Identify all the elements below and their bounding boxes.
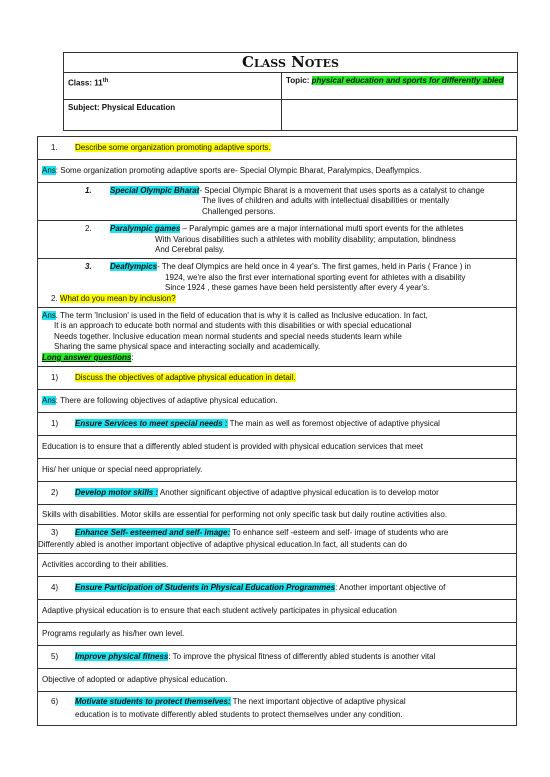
q1-item-1-title: Special Olympic Bharat <box>110 186 200 195</box>
q1-answer-row <box>38 160 516 183</box>
q1-item-2 <box>38 221 516 259</box>
q2-line-2: It is an approach to educate both normal and students with this disabilities or with special educational <box>54 321 412 331</box>
objective-6-row <box>38 692 516 725</box>
q2-answer-row <box>38 308 516 367</box>
objective-2-line-1: Another significant objective of adaptive physical education is to develop motor <box>158 488 439 498</box>
subject-empty-cell <box>282 100 517 130</box>
objective-1-row <box>38 413 516 436</box>
q2-number: 2. <box>51 293 58 303</box>
objective-3-line-1: To enhance self -esteem and self- image of students who are <box>230 527 449 537</box>
objective-3-number: 3) <box>51 527 59 537</box>
q1-item-2-line-3: And Cerebral palsy. <box>155 245 225 255</box>
objective-4-line-2: Adaptive physical education is to ensure that each student actively participates in physical education <box>38 600 516 623</box>
objective-4-line-1: : Another important objective of <box>335 583 446 593</box>
q2-line-1: . The term 'Inclusion' is used in the field of education that is why it is called as Inclusive education. In fact, <box>55 311 428 321</box>
objective-4-row <box>38 577 516 600</box>
q1-item-3 <box>38 259 516 308</box>
objective-3-title: Enhance Self- esteemed and self- image: <box>75 527 231 537</box>
long-heading-colon: : <box>131 352 134 362</box>
objective-5-title: Improve physical fitness <box>75 652 169 662</box>
long-heading: Long answer questions <box>42 352 132 362</box>
topic-cell <box>282 73 517 99</box>
objective-4-title: Ensure Participation of Students in Physical Education Programmes <box>75 583 336 593</box>
objective-1-line-3: His/ her unique or special need appropriately. <box>38 459 516 482</box>
q1-item-2-line-1: – Paralympic games are a major international multi sport events for the athletes <box>180 224 464 234</box>
q1-item-2-number: 2. <box>85 224 92 234</box>
header-row-subject <box>64 100 517 130</box>
q1-item-3-number: 3. <box>85 262 92 272</box>
objective-6-line-2: education is to motivate differently abled students to protect themselves under any condition. <box>75 709 403 719</box>
q2-ans-label: Ans <box>42 311 56 321</box>
q1-item-1-line-2: The lives of children and adults with intellectual disabilities or mentally <box>202 196 450 206</box>
q1-item-1-line-3: Challenged persons. <box>202 206 276 216</box>
q2-line-4: Sharing the same physical space and interacting socially and academically. <box>54 342 321 352</box>
objective-6-title: Motivate students to protect themselves: <box>75 697 231 707</box>
long-ans-label: Ans <box>42 396 56 406</box>
objective-3-line-2: Differently abled is another important objective of adaptive physical education.In fact, all students can do <box>38 539 407 549</box>
q2-line-3: Needs together. Inclusive education mean normal students and special needs students learn while <box>54 331 402 341</box>
topic-value: physical education and sports for differently abled <box>311 76 504 85</box>
class-cell <box>64 73 282 99</box>
objective-4-number: 4) <box>51 583 59 593</box>
objective-1-title: Ensure Services to meet special needs : <box>75 419 228 429</box>
objective-5-number: 5) <box>51 652 59 662</box>
objective-3-row <box>38 525 516 555</box>
objective-5-row <box>38 646 516 669</box>
q1-answer: : Some organization promoting adaptive sports are- Special Olympic Bharat, Paralympics, Deaflympics. <box>55 166 422 175</box>
objective-6-number: 6) <box>51 697 59 707</box>
class-notes-header <box>63 52 518 131</box>
objective-4-line-3: Programs regularly as his/her own level. <box>38 623 516 646</box>
q1-item-3-line-1: - The deaf Olympics are held once in 4 year's. The first games, held in Paris ( France ) in <box>157 262 471 272</box>
q1-item-3-line-3: Since 1924 , these games have been held persistently after every 4 year's. <box>165 283 430 293</box>
q1-number: 1. <box>51 143 58 152</box>
subject-cell: Subject: Physical Education <box>64 100 282 130</box>
topic-label: Topic: <box>286 76 312 85</box>
notes-content <box>37 136 517 726</box>
objective-2-line-2: Skills with disabilities. Motor skills are essential for performing not only specific task but daily routine activities also. <box>38 505 516 524</box>
q2-question: What do you mean by inclusion? <box>59 293 176 303</box>
objective-5-line-1: : To improve the physical fitness of differently abled students is another vital <box>168 652 436 662</box>
q1-item-1-line-1: - Special Olympic Bharat is a movement that uses sports as a catalyst to change <box>199 186 485 195</box>
objective-2-number: 2) <box>51 488 59 498</box>
class-sup: th <box>102 78 109 84</box>
q1-item-2-line-2: With Various disabilities such a athletes with mobility disability; amputation, blindness <box>155 234 456 244</box>
q2-question-line <box>51 294 512 304</box>
objective-1-line-2: Education is to ensure that a differently abled student is provided with physical education services that meet <box>38 436 516 459</box>
q1-item-3-line-2: 1924, we're also the first ever international sporting event for athletes with a disability <box>165 272 466 282</box>
long-question-row <box>38 367 516 390</box>
long-question-number: 1) <box>51 373 59 383</box>
long-answer-row <box>38 390 516 413</box>
long-heading-line <box>38 353 516 363</box>
q1-item-1-number: 1. <box>85 186 92 195</box>
q1-item-1 <box>38 183 516 221</box>
objective-2-title: Develop motor skills : <box>75 488 159 498</box>
objective-2-row <box>38 482 516 505</box>
objective-1-line-1: The main as well as foremost objective of adaptive physical <box>227 419 440 429</box>
objective-1-number: 1) <box>51 419 59 429</box>
q1-question-row <box>38 137 516 160</box>
q1-item-2-title: Paralympic games <box>110 224 181 234</box>
objective-6-line-1: The next important objective of adaptive physical <box>230 697 406 707</box>
q1-item-3-title: Deaflympics <box>110 262 158 272</box>
class-label: Class: 11 <box>68 78 103 88</box>
q1-question: Describe some organization promoting adaptive sports. <box>75 143 271 152</box>
objective-5-line-2: Objective of adopted or adaptive physical education. <box>38 669 516 692</box>
long-answer: : There are following objectives of adaptive physical education. <box>55 396 278 406</box>
q1-ans-label: Ans <box>42 166 56 175</box>
long-question: Discuss the objectives of adaptive physical education in detail. <box>75 373 296 383</box>
page-title: Class Notes <box>64 53 517 73</box>
objective-3-line-3: Activities according to their abilities. <box>38 554 516 577</box>
header-row-class-topic <box>64 73 517 100</box>
